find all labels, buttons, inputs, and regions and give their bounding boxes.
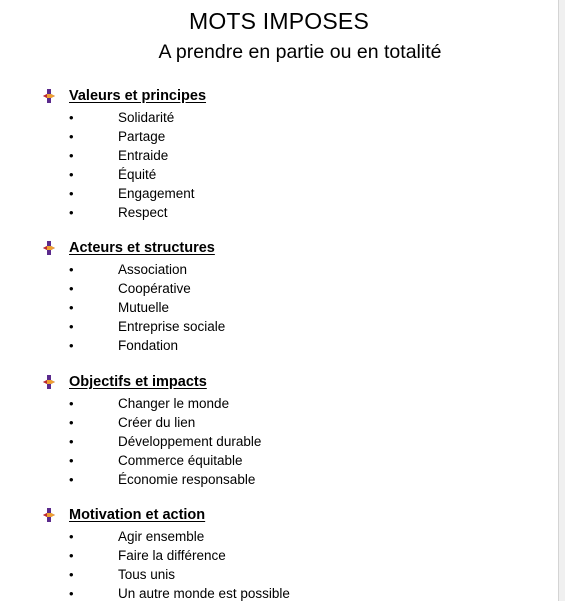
list-item-text: Fondation <box>118 338 179 353</box>
list-item-text: Mutuelle <box>118 300 170 315</box>
list-item-text: Entreprise sociale <box>118 319 226 334</box>
page-edge <box>558 0 565 601</box>
list-item-text: Un autre monde est possible <box>118 586 290 601</box>
bullet-icon: • <box>69 396 74 411</box>
bullet-icon: • <box>69 548 74 563</box>
list-item-text: Engagement <box>118 186 195 201</box>
list-item-text: Équité <box>118 167 157 182</box>
bullet-icon: • <box>69 338 74 353</box>
list-item-text: Solidarité <box>118 110 175 125</box>
bullet-icon: • <box>69 186 74 201</box>
list-item-text: Coopérative <box>118 281 191 296</box>
bullet-icon: • <box>69 434 74 449</box>
bullet-icon: • <box>69 281 74 296</box>
bullet-icon: • <box>69 415 74 430</box>
page-subtitle: A prendre en partie ou en totalité <box>158 41 442 63</box>
bullet-icon: • <box>69 586 74 601</box>
list-item-text: Économie responsable <box>118 472 256 487</box>
list-item-text: Faire la différence <box>118 548 226 563</box>
section-heading: Acteurs et structures <box>69 240 215 256</box>
bullet-icon: • <box>69 300 74 315</box>
list-item-text: Développement durable <box>118 434 262 449</box>
bullet-icon: • <box>69 148 74 163</box>
bullet-icon: • <box>69 262 74 277</box>
section-heading: Objectifs et impacts <box>69 374 207 390</box>
bullet-icon: • <box>69 205 74 220</box>
arrow-bullet-icon <box>42 89 56 103</box>
arrow-bullet-icon <box>42 241 56 255</box>
bullet-icon: • <box>69 167 74 182</box>
bullet-icon: • <box>69 129 74 144</box>
bullet-icon: • <box>69 472 74 487</box>
list-item-text: Agir ensemble <box>118 529 205 544</box>
bullet-icon: • <box>69 567 74 582</box>
arrow-bullet-icon <box>42 375 56 389</box>
list-item-text: Partage <box>118 129 166 144</box>
list-item-text: Créer du lien <box>118 415 196 430</box>
list-item-text: Entraide <box>118 148 169 163</box>
list-item-text: Commerce équitable <box>118 453 243 468</box>
list-item-text: Tous unis <box>118 567 176 582</box>
list-item-text: Changer le monde <box>118 396 230 411</box>
bullet-icon: • <box>69 319 74 334</box>
bullet-icon: • <box>69 453 74 468</box>
arrow-bullet-icon <box>42 508 56 522</box>
section-heading: Valeurs et principes <box>69 88 207 104</box>
section-heading: Motivation et action <box>69 507 206 523</box>
list-item-text: Respect <box>118 205 168 220</box>
list-item-text: Association <box>118 262 188 277</box>
page-title: MOTS IMPOSES <box>188 8 370 34</box>
bullet-icon: • <box>69 529 74 544</box>
bullet-icon: • <box>69 110 74 125</box>
